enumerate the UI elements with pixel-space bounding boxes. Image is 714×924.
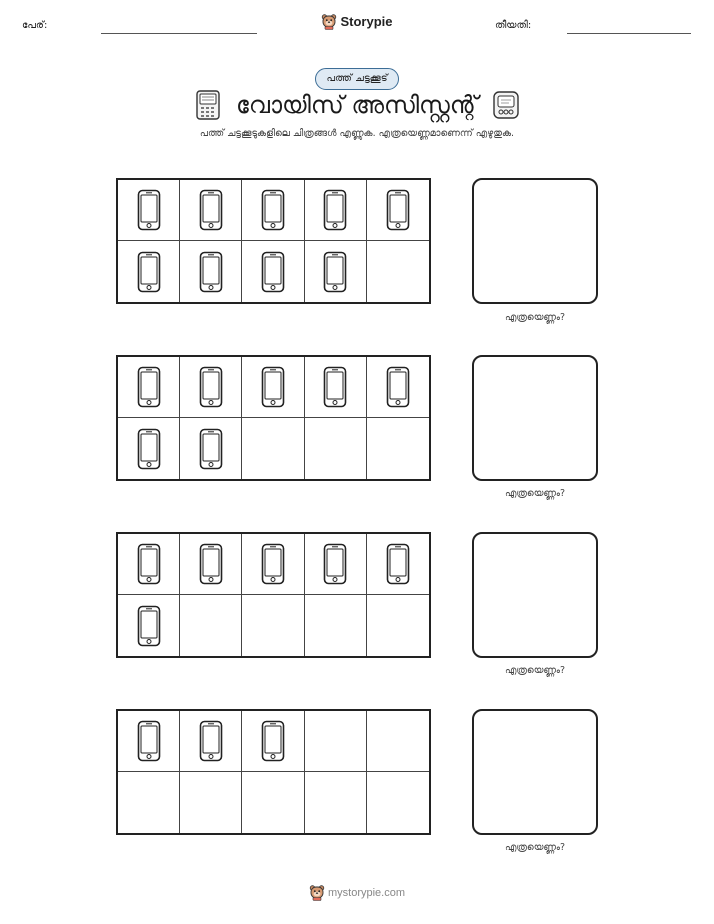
frame-cell	[242, 418, 304, 479]
frame-cell	[242, 241, 304, 302]
ten-frame-3	[116, 532, 431, 658]
smartphone-icon	[261, 366, 285, 408]
how-many-label-4: എത്രയെണ്ണം?	[504, 842, 566, 853]
frame-cell	[180, 418, 242, 479]
frame-cell	[180, 534, 242, 595]
frame-cell	[118, 534, 180, 595]
frame-cell	[118, 418, 180, 479]
frame-cell	[242, 534, 304, 595]
frame-cell	[367, 711, 429, 772]
smartphone-icon	[137, 720, 161, 762]
frame-cell	[367, 595, 429, 656]
smartphone-icon	[386, 366, 410, 408]
brand-header	[0, 13, 714, 34]
frame-cell	[367, 418, 429, 479]
smartphone-icon	[261, 720, 285, 762]
smart-speaker-icon	[492, 90, 520, 120]
how-many-label-3: എത്രയെണ്ണം?	[504, 665, 566, 676]
frame-cell	[180, 711, 242, 772]
smartphone-icon	[386, 189, 410, 231]
frame-cell	[118, 180, 180, 241]
frame-cell	[367, 180, 429, 241]
smartphone-icon	[137, 543, 161, 585]
voice-assistant-device-icon	[194, 89, 222, 121]
ten-frame-2	[116, 355, 431, 481]
frame-cell	[367, 772, 429, 833]
smartphone-icon	[137, 428, 161, 470]
smartphone-icon	[199, 720, 223, 762]
frame-cell	[305, 418, 367, 479]
frame-cell	[180, 357, 242, 418]
smartphone-icon	[386, 543, 410, 585]
frame-cell	[118, 772, 180, 833]
frame-cell	[180, 595, 242, 656]
frame-cell	[242, 357, 304, 418]
smartphone-icon	[261, 251, 285, 293]
smartphone-icon	[137, 366, 161, 408]
answer-box-1[interactable]	[472, 178, 598, 304]
ten-frame-1	[116, 178, 431, 304]
smartphone-icon	[199, 543, 223, 585]
smartphone-icon	[137, 251, 161, 293]
frame-cell	[118, 595, 180, 656]
frame-cell	[180, 180, 242, 241]
smartphone-icon	[323, 189, 347, 231]
frame-cell	[118, 711, 180, 772]
frame-cell	[242, 180, 304, 241]
smartphone-icon	[137, 189, 161, 231]
frame-cell	[305, 595, 367, 656]
smartphone-icon	[261, 189, 285, 231]
frame-cell	[305, 241, 367, 302]
bear-mascot-icon	[321, 13, 337, 30]
smartphone-icon	[323, 251, 347, 293]
instructions: പത്ത് ചട്ടക്കൂടുകളിലെ ചിത്രങ്ങൾ എണ്ണുക. എത്രയെണ്ണമാണെന്ന് എഴുതുക.	[199, 128, 515, 139]
frame-cell	[367, 534, 429, 595]
frame-cell	[180, 241, 242, 302]
footer-site: mystorypie.com	[327, 886, 406, 899]
brand-name: Storypie	[340, 14, 393, 29]
frame-cell	[305, 357, 367, 418]
topic-pill: പത്ത് ചട്ടക്കൂട്	[315, 68, 398, 90]
name-label: പേര്:	[22, 20, 48, 31]
frame-cell	[180, 772, 242, 833]
frame-cell	[242, 595, 304, 656]
smartphone-icon	[137, 605, 161, 647]
answer-box-4[interactable]	[472, 709, 598, 835]
frame-cell	[118, 241, 180, 302]
smartphone-icon	[199, 366, 223, 408]
smartphone-icon	[199, 189, 223, 231]
frame-cell	[305, 711, 367, 772]
smartphone-icon	[199, 428, 223, 470]
smartphone-icon	[323, 366, 347, 408]
ten-frame-4	[116, 709, 431, 835]
frame-cell	[305, 534, 367, 595]
frame-cell	[118, 357, 180, 418]
how-many-label-1: എത്രയെണ്ണം?	[504, 312, 566, 323]
smartphone-icon	[323, 543, 347, 585]
smartphone-icon	[199, 251, 223, 293]
date-label: തീയതി:	[495, 20, 532, 31]
bear-mascot-icon	[309, 884, 325, 901]
answer-box-2[interactable]	[472, 355, 598, 481]
frame-cell	[305, 180, 367, 241]
answer-box-3[interactable]	[472, 532, 598, 658]
date-input-line[interactable]	[567, 33, 691, 34]
footer	[0, 884, 714, 905]
frame-cell	[305, 772, 367, 833]
frame-cell	[367, 241, 429, 302]
smartphone-icon	[261, 543, 285, 585]
page-title: വോയിസ് അസിസ്റ്റന്റ്	[236, 91, 478, 119]
frame-cell	[242, 711, 304, 772]
title-row	[0, 89, 714, 125]
how-many-label-2: എത്രയെണ്ണം?	[504, 488, 566, 499]
frame-cell	[367, 357, 429, 418]
frame-cell	[242, 772, 304, 833]
